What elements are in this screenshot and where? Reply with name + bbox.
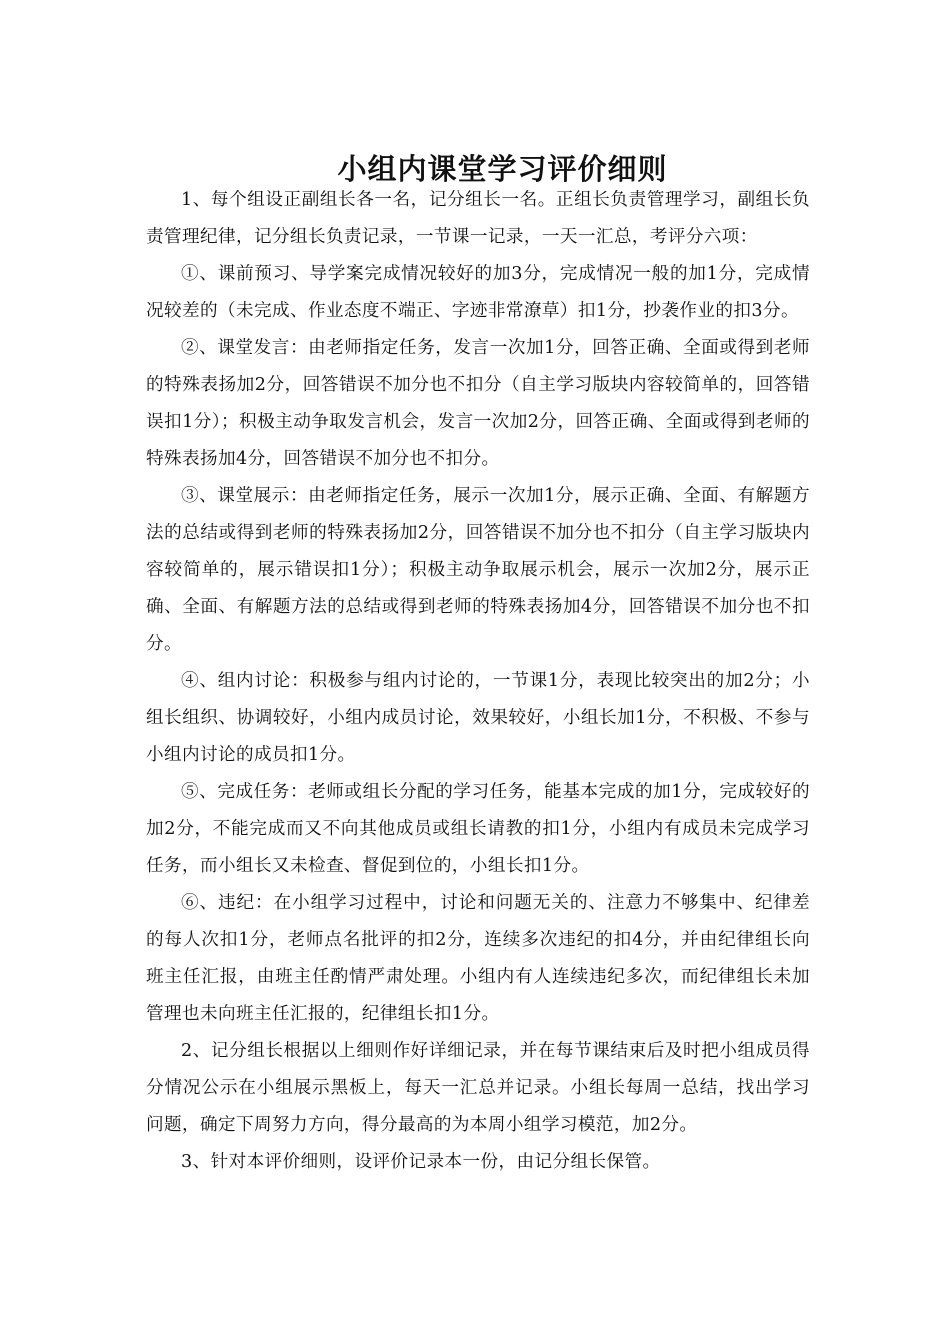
document-body [146,182,810,1181]
paragraph-item-1-preview: ①、课前预习、导学案完成情况较好的加3分，完成情况一般的加1分，完成情况较差的（未完成、作业态度不端正、字迹非常潦草）扣1分，抄袭作业的扣3分。 [146,264,810,321]
paragraph-item-3-presentation: ③、课堂展示：由老师指定任务，展示一次加1分，展示正确、全面、有解题方法的总结或得到老师的特殊表扬加2分，回答错误不加分也不扣分（自主学习版块内容较简单的，展示错误扣1分）；积极主动争取展示机会，展示一次加2分，展示正确、全面、有解题方法的总结或得到老师的特殊表扬加4分，回答错误不加分也不扣分。 [146,486,810,654]
paragraph-item-2-speech: ②、课堂发言：由老师指定任务，发言一次加1分，回答正确、全面或得到老师的特殊表扬加2分，回答错误不加分也不扣分（自主学习版块内容较简单的，回答错误扣1分）；积极主动争取发言机会，发言一次加2分，回答正确、全面或得到老师的特殊表扬加4分，回答错误不加分也不扣分。 [146,338,810,469]
paragraph-item-4-discussion: ④、组内讨论：积极参与组内讨论的，一节课1分，表现比较突出的加2分；小组长组织、协调较好，小组内成员讨论，效果较好，小组长加1分，不积极、不参与小组内讨论的成员扣1分。 [146,671,810,765]
document-title: 小组内课堂学习评价细则 [337,152,668,187]
paragraph-1-intro: 1、每个组设正副组长各一名，记分组长一名。正组长负责管理学习，副组长负责管理纪律，记分组长负责记录，一节课一记录，一天一汇总，考评分六项： [146,190,810,247]
paragraph-item-6-discipline: ⑥、违纪：在小组学习过程中，讨论和问题无关的、注意力不够集中、纪律差的每人次扣1分，老师点名批评的扣2分，连续多次违纪的扣4分，并由纪律组长向班主任汇报，由班主任酌情严肃处理。小组内有人连续违纪多次，而纪律组长未加管理也未向班主任汇报的，纪律组长扣1分。 [146,893,810,1024]
paragraph-3-record-book: 3、针对本评价细则，设评价记录本一份，由记分组长保管。 [181,1152,661,1172]
paragraph-2-recording: 2、记分组长根据以上细则作好详细记录，并在每节课结束后及时把小组成员得分情况公示在小组展示黑板上，每天一汇总并记录。小组长每周一总结，找出学习问题，确定下周努力方向，得分最高的为本周小组学习模范，加2分。 [146,1041,810,1135]
paragraph-item-5-tasks: ⑤、完成任务：老师或组长分配的学习任务，能基本完成的加1分，完成较好的加2分，不能完成而又不向其他成员或组长请教的扣1分，小组内有成员未完成学习任务，而小组长又未检查、督促到位的，小组长扣1分。 [146,782,810,876]
